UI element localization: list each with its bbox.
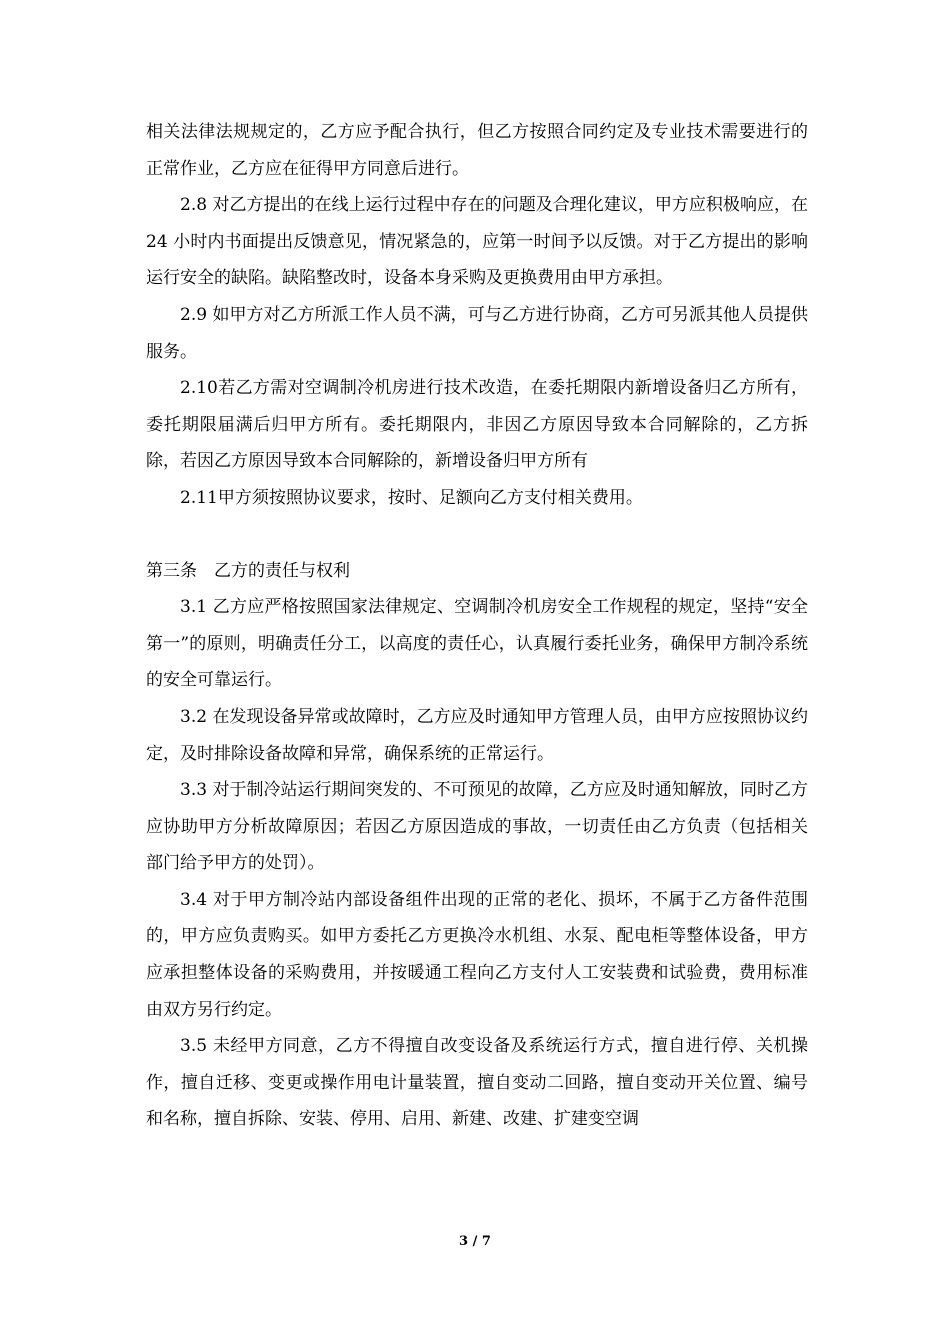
section-spacer xyxy=(146,517,808,553)
section-heading: 第三条 乙方的责任与权利 xyxy=(146,560,350,581)
page-number: 3 / 7 xyxy=(459,1234,491,1249)
paragraph-3-1: 3.1 乙方应严格按照国家法律规定、空调制冷机房安全工作规程的规定，坚持“安全第一”的原则，明确责任分工，以高度的责任心，认真履行委托业务，确保甲方制冷系统的安全可靠运行。 xyxy=(146,597,808,691)
paragraph-2-11: 2.11甲方须按照协议要求，按时、足额向乙方支付相关费用。 xyxy=(180,487,643,508)
paragraph-3-3: 3.3 对于制冷站运行期间突发的、不可预见的故障，乙方应及时通知解放，同时乙方应协助甲方分析故障原因；若因乙方原因造成的事故，一切责任由乙方负责（包括相关部门给予甲方的处罚）。 xyxy=(146,780,808,874)
paragraph-3-2: 3.2 在发现设备异常或故障时，乙方应及时通知甲方管理人员，由甲方应按照协议约定，及时排除设备故障和异常，确保系统的正常运行。 xyxy=(146,706,808,764)
paragraph-2-7-continued: 相关法律法规规定的，乙方应予配合执行，但乙方按照合同约定及专业技术需要进行的正常作业，乙方应在征得甲方同意后进行。 xyxy=(146,122,808,179)
document-body xyxy=(146,114,808,1138)
paragraph-3-4: 3.4 对于甲方制冷站内部设备组件出现的正常的老化、损坏，不属于乙方备件范围的，甲方应负责购买。如甲方委托乙方更换冷水机组、水泵、配电柜等整体设备，甲方应承担整体设备的采购费用，并按暖通工程向乙方支付人工安装费和试验费，费用标准由双方另行约定。 xyxy=(146,889,808,1020)
paragraph-3-5: 3.5 未经甲方同意，乙方不得擅自改变设备及系统运行方式，擅自进行停、关机操作，擅自迁移、变更或操作用电计量装置，擅自变动二回路，擅自变动开关位置、编号和名称，擅自拆除、安装、停用、启用、新建、改建、扩建变空调 xyxy=(146,1036,808,1130)
paragraph-2-10: 2.10若乙方需对空调制冷机房进行技术改造，在委托期限内新增设备归乙方所有，委托期限届满后归甲方所有。委托期限内，非因乙方原因导致本合同解除的，乙方拆除，若因乙方原因导致本合同解除的，新增设备归甲方所有 xyxy=(146,378,808,472)
paragraph-2-8: 2.8 对乙方提出的在线上运行过程中存在的问题及合理化建议，甲方应积极响应，在 24 小时内书面提出反馈意见，情况紧急的，应第一时间予以反馈。对于乙方提出的影响运行安全的缺陷。缺陷整改时，设备本身采购及更换费用由甲方承担。 xyxy=(146,195,808,289)
paragraph-2-9: 2.9 如甲方对乙方所派工作人员不满，可与乙方进行协商，乙方可另派其他人员提供服务。 xyxy=(146,304,808,362)
